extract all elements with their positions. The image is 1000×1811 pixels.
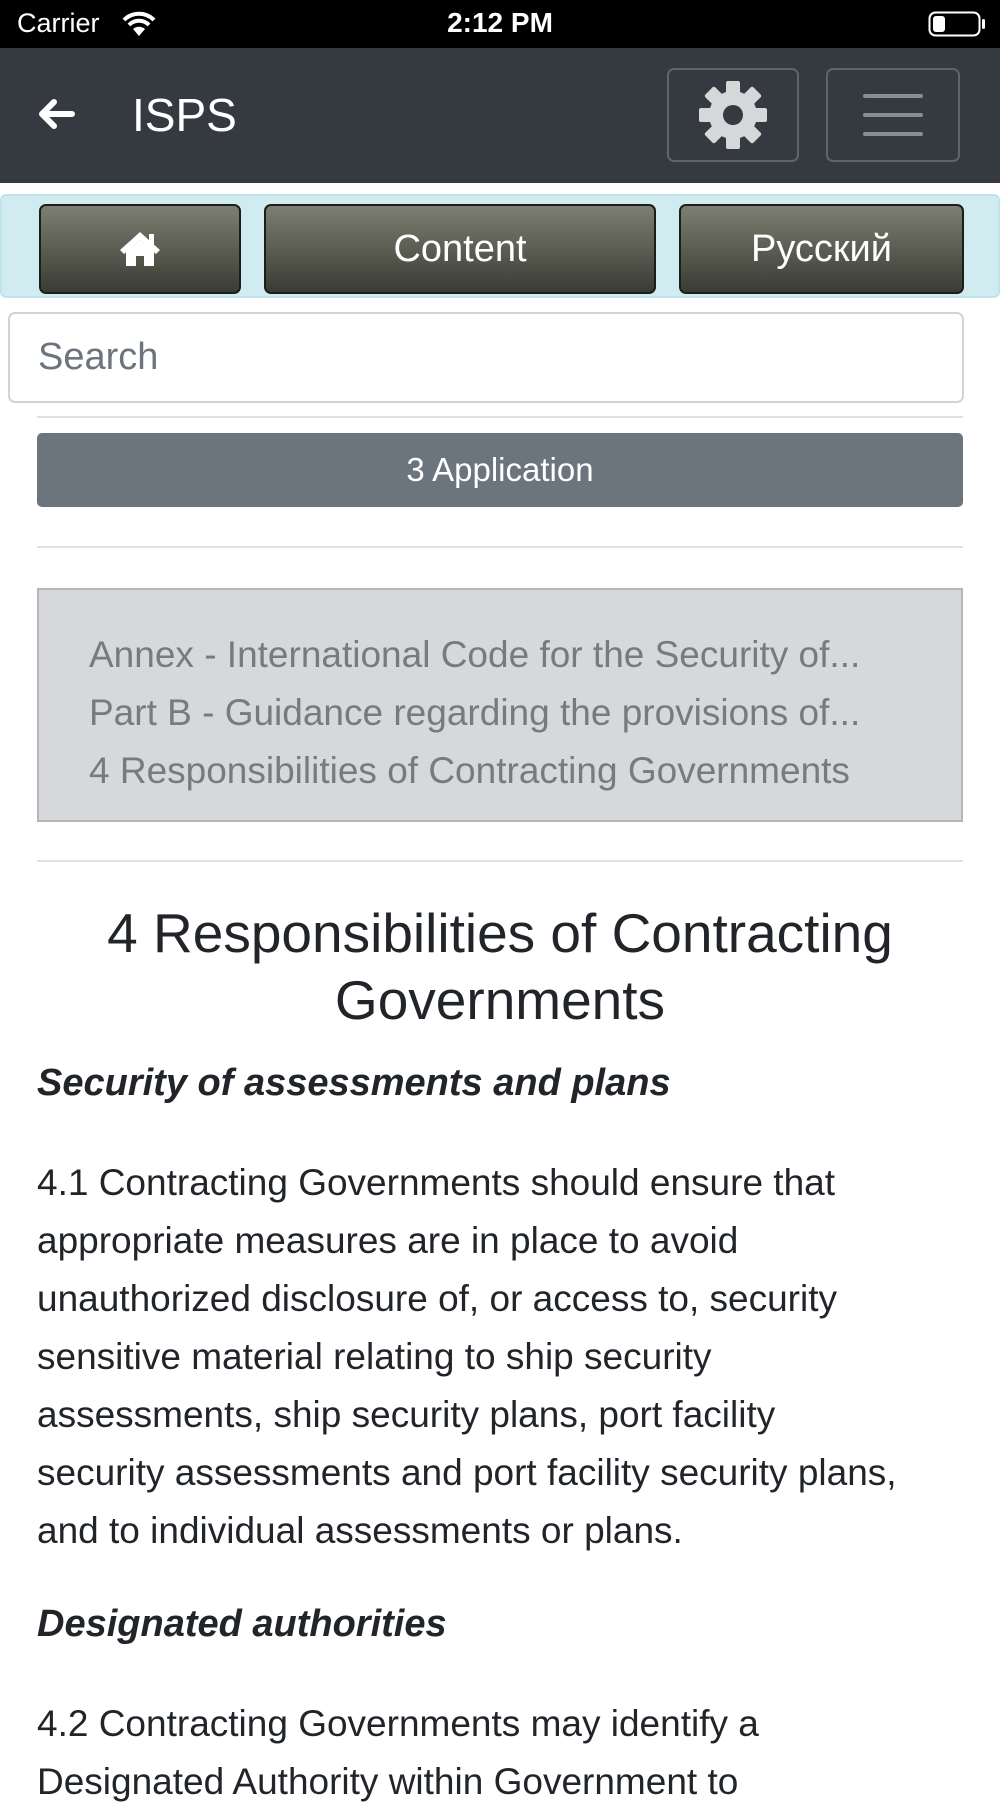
settings-button[interactable] — [667, 68, 799, 162]
hamburger-menu-icon — [863, 91, 923, 139]
back-button[interactable] — [30, 88, 82, 140]
section-heading-security: Security of assessments and plans — [37, 1062, 671, 1104]
breadcrumb-item-annex[interactable]: Annex - International Code for the Security of... — [89, 634, 861, 675]
gear-icon — [698, 80, 768, 150]
search-input[interactable] — [8, 312, 964, 403]
paragraph-4-1 — [37, 1154, 977, 1560]
language-button[interactable]: Русский — [679, 204, 964, 294]
breadcrumb-item-current[interactable]: 4 Responsibilities of Contracting Governments — [89, 750, 850, 791]
paragraph-line: 4.2 Contracting Governments may identify a — [37, 1703, 759, 1744]
app-header — [0, 48, 1000, 183]
home-button[interactable] — [39, 204, 241, 294]
paragraph-line: assessments, ship security plans, port facility — [37, 1394, 776, 1435]
home-icon — [118, 230, 162, 268]
section-nav-button[interactable]: 3 Application — [37, 433, 963, 507]
paragraph-line: and to individual assessments or plans. — [37, 1510, 683, 1551]
app-title: ISPS — [132, 89, 237, 141]
paragraph-line: security assessments and port facility security plans, — [37, 1452, 897, 1493]
breadcrumb-item-part-b[interactable]: Part B - Guidance regarding the provisions of... — [89, 692, 861, 733]
section-heading-designated: Designated authorities — [37, 1603, 447, 1645]
page-title-line: 4 Responsibilities of Contracting — [107, 902, 893, 964]
page-title-line: Governments — [334, 969, 666, 1031]
carrier-label: Carrier — [17, 8, 100, 38]
paragraph-line: appropriate measures are in place to avoid — [37, 1220, 739, 1261]
divider — [37, 546, 963, 548]
breadcrumb — [37, 588, 963, 822]
content-button[interactable]: Content — [264, 204, 656, 294]
paragraph-line: 4.1 Contracting Governments should ensure that — [37, 1162, 836, 1203]
nav-bar — [0, 194, 1000, 298]
page-title — [37, 900, 963, 1034]
menu-button[interactable] — [826, 68, 960, 162]
back-arrow-icon — [36, 96, 76, 132]
status-bar — [0, 0, 1000, 48]
battery-icon — [928, 11, 986, 37]
divider — [37, 416, 963, 418]
paragraph-4-2 — [37, 1695, 977, 1811]
paragraph-line: sensitive material relating to ship security — [37, 1336, 712, 1377]
paragraph-line: Designated Authority within Government to — [37, 1761, 739, 1802]
divider — [37, 860, 963, 862]
paragraph-line: unauthorized disclosure of, or access to, security — [37, 1278, 837, 1319]
status-time: 2:12 PM — [447, 7, 553, 38]
